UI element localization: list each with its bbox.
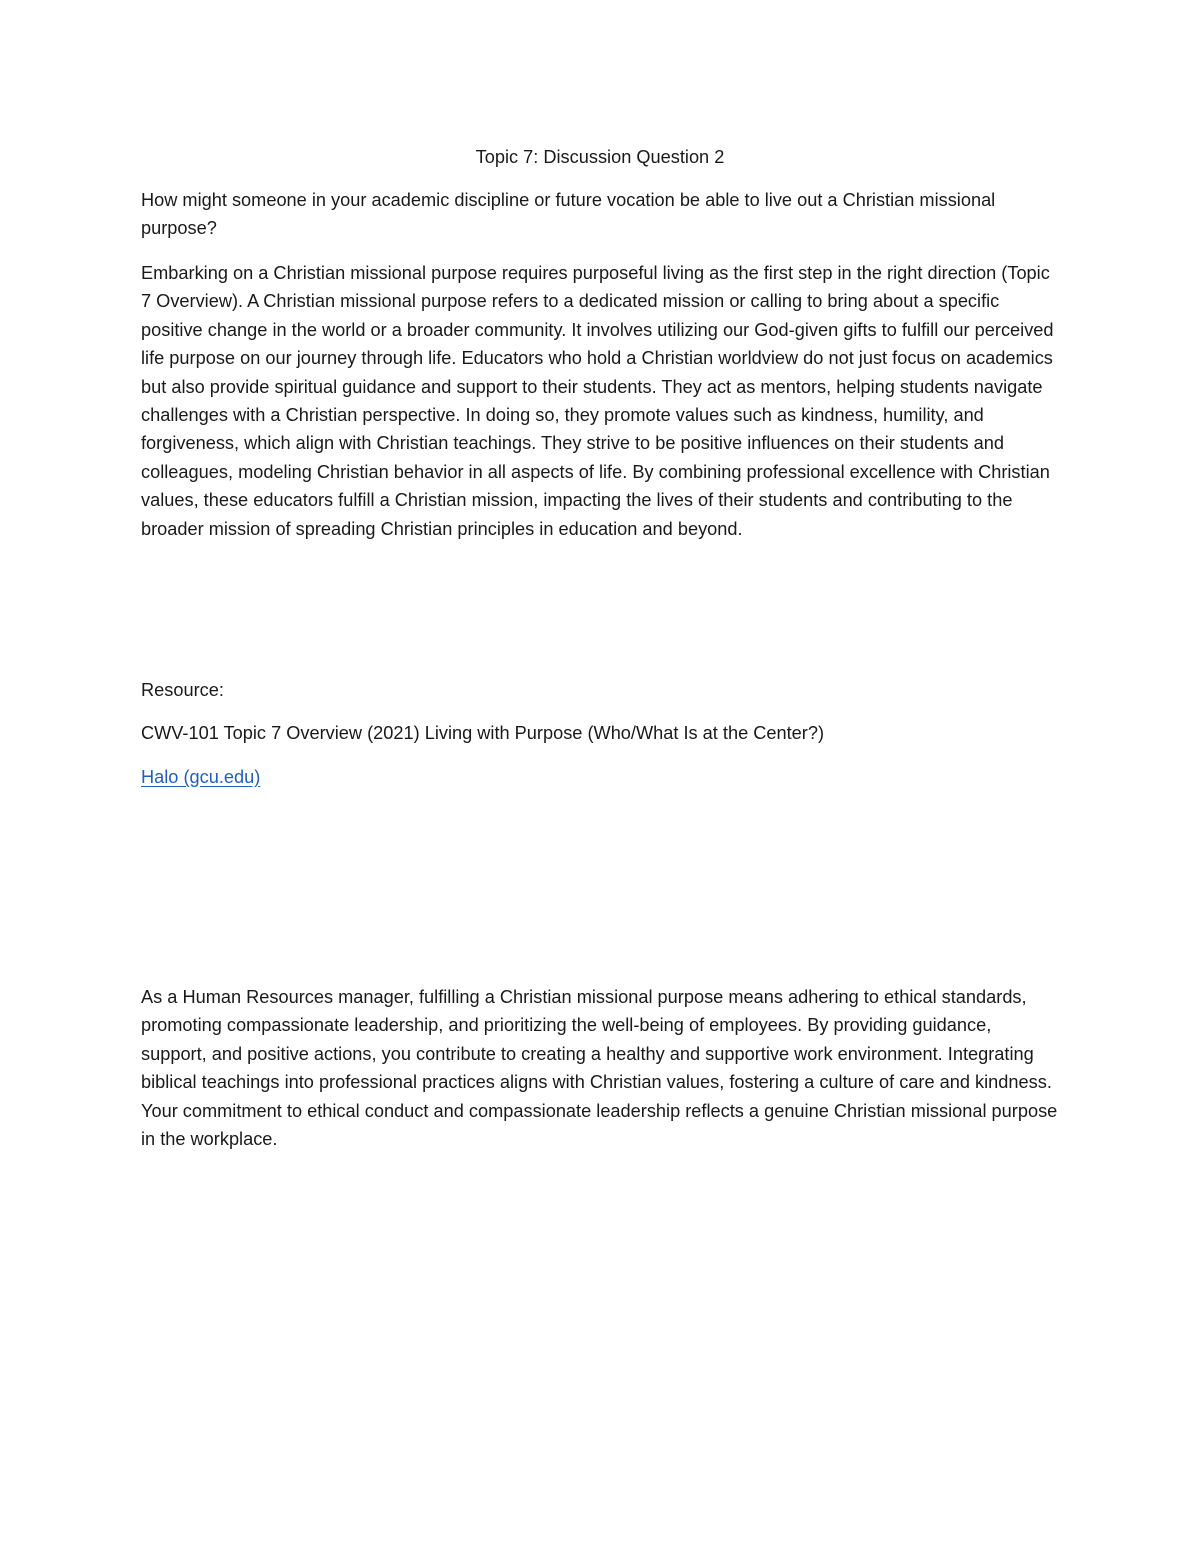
resource-link[interactable]: Halo (gcu.edu) [141, 767, 261, 787]
discussion-question: How might someone in your academic discipline or future vocation be able to live out a Christian missional purpose? [141, 190, 996, 239]
document-title: Topic 7: Discussion Question 2 [475, 147, 725, 167]
resource-citation: CWV-101 Topic 7 Overview (2021) Living with Purpose (Who/What Is at the Center?) [141, 723, 824, 743]
reply-paragraph: As a Human Resources manager, fulfilling a Christian missional purpose means adhering to ethical standards, promoting compassionate leadership, and prioritizing the well-being of employees. By providing guidance, support, and positive actions, you contribute to creating a healthy and supportive work environment. Integrating biblical teachings into professional practices aligns with Christian values, fostering a culture of care and kindness. Your commitment to ethical conduct and compassionate leadership reflects a genuine Christian missional purpose in the workplace. [141, 987, 1058, 1150]
answer-paragraph: Embarking on a Christian missional purpose requires purposeful living as the first step in the right direction (Topic 7 Overview). A Christian missional purpose refers to a dedicated mission or calling to bring about a specific positive change in the world or a broader community. It involves utilizing our God-given gifts to fulfill our perceived life purpose on our journey through life. Educators who hold a Christian worldview do not just focus on academics but also provide spiritual guidance and support to their students. They act as mentors, helping students navigate challenges with a Christian perspective. In doing so, they promote values such as kindness, humility, and forgiveness, which align with Christian teachings. They strive to be positive influences on their students and colleagues, modeling Christian behavior in all aspects of life. By combining professional excellence with Christian values, these educators fulfill a Christian mission, impacting the lives of their students and contributing to the broader mission of spreading Christian principles in education and beyond. [141, 263, 1054, 539]
resource-label: Resource: [141, 680, 224, 700]
